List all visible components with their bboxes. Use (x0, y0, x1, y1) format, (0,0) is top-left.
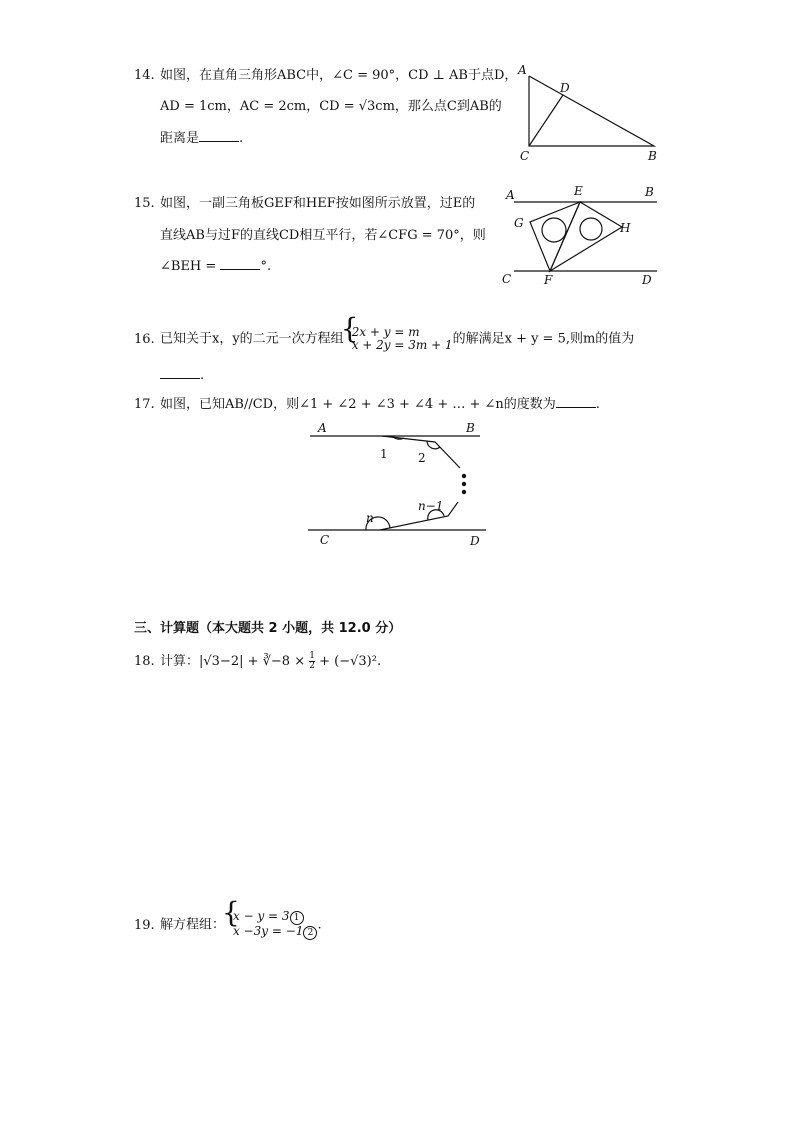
q16-line-2 (160, 366, 204, 386)
q17-label-b: B (466, 421, 475, 435)
q14-segment-cd (529, 95, 563, 146)
q15-label-g: G (514, 216, 524, 230)
q15-text-1: 如图，一副三角板GEF和HEF按如图所示放置，过E的 (160, 196, 476, 211)
section-3-heading: 三、计算题（本大题共 2 小题，共 12.0 分） (134, 621, 402, 636)
q17-text: 如图，已知AB//CD，则∠1 + ∠2 + ∠3 + ∠4 + … + ∠n的度数为 (160, 397, 556, 412)
q17-label-c: C (320, 533, 330, 547)
q15-label-b: B (645, 185, 654, 199)
q15-line-1 (134, 194, 475, 214)
q14-line-1 (134, 66, 517, 86)
q19-equation-2-marker: 2 (303, 926, 317, 940)
q18-fraction (309, 652, 315, 671)
q19-line-1 (134, 910, 322, 940)
q17-label-d: D (470, 534, 480, 548)
q15-label-e: E (574, 184, 583, 198)
q19-equation-1: x − y = 3 (233, 909, 290, 923)
q16-equation-1: { 2x + y = m (351, 325, 420, 339)
q19-number: 19. (134, 917, 155, 933)
q17-label-angle-2: 2 (418, 451, 426, 465)
q15-set-squares-figure (500, 182, 665, 288)
q15-label-h: H (620, 221, 631, 235)
q17-answer-blank (556, 395, 596, 408)
q16-equation-system (344, 326, 453, 352)
q14-triangle-abc (529, 76, 654, 146)
q15-line-2: 直线AB与过F的直线CD相互平行，若∠CFG = 70°，则 (160, 228, 486, 243)
q19-equation-system (225, 910, 317, 940)
q14-label-c: C (520, 149, 530, 163)
q15-label-a: A (506, 188, 515, 202)
q15-label-d: D (642, 273, 652, 287)
q17-line-1 (134, 395, 600, 415)
q18-line-1 (134, 650, 381, 674)
q18-text-post: + (−√3)². (319, 654, 382, 669)
q14-triangle-figure (508, 60, 668, 168)
q17-parallel-lines-figure (300, 418, 495, 550)
q19-equation-2: x −3y = −1 (233, 924, 304, 938)
q18-fraction-denominator: 2 (309, 661, 315, 671)
q17-label-angle-1: 1 (380, 447, 388, 461)
q17-number: 17. (134, 397, 155, 412)
q16-equation-2: x + 2y = 3m + 1 (351, 338, 453, 352)
q17-label-a: A (318, 421, 327, 435)
q14-number: 14. (134, 68, 155, 83)
q18-number: 18. (134, 654, 155, 669)
q18-fraction-numerator: 1 (309, 651, 315, 661)
q14-label-a: A (518, 63, 527, 77)
q17-label-angle-n-1: n−1 (418, 499, 444, 513)
q19-equation-2-row (233, 925, 317, 940)
q17-ellipsis-dot-2 (462, 482, 466, 486)
q14-line-2: AD = 1cm，AC = 2cm，CD = √3cm，那么点C到AB的 (160, 99, 502, 114)
q14-text-1: 如图，在直角三角形ABC中，∠C = 90°，CD ⊥ AB于点D， (160, 68, 518, 83)
q16-number: 16. (134, 331, 155, 347)
q17-ellipsis-dot-3 (462, 490, 466, 494)
q16-line-1 (134, 326, 634, 353)
q17-label-angle-n: n (366, 511, 374, 525)
q15-triangle-hef (550, 202, 622, 271)
q19-equation-1-row (233, 910, 317, 925)
q18-text-pre: 计算：|√3−2| + ∛−8 × (160, 654, 306, 669)
q15-label-f: F (544, 273, 553, 287)
q15-text-3-end: °. (260, 259, 272, 274)
q14-label-d: D (560, 81, 570, 95)
q16-answer-blank (160, 366, 200, 379)
q14-label-b: B (648, 149, 657, 163)
q14-text-3-end: . (239, 131, 244, 146)
q15-label-c: C (502, 272, 512, 286)
q17-ellipsis-dot-1 (462, 474, 466, 478)
q15-answer-blank (220, 257, 260, 270)
q16-text-pre: 已知关于x，y的二元一次方程组 (160, 331, 344, 347)
q14-answer-blank (199, 129, 239, 142)
q15-line-3 (160, 257, 271, 277)
q16-text-end: . (200, 368, 205, 383)
q19-text-pre: 解方程组： (160, 917, 226, 933)
q14-text-3: 距离是 (160, 131, 200, 146)
q14-line-3 (160, 129, 243, 149)
q19-equation-1-marker: 1 (290, 911, 304, 925)
q17-text-end: . (595, 397, 600, 412)
q15-text-3: ∠BEH = (160, 259, 221, 274)
q16-text-post: 的解满足x + y = 5,则m的值为 (452, 331, 635, 347)
q19-text-end: . (317, 917, 322, 933)
q15-circle-right (580, 218, 602, 240)
q15-number: 15. (134, 196, 155, 211)
q15-circle-left (542, 218, 566, 242)
